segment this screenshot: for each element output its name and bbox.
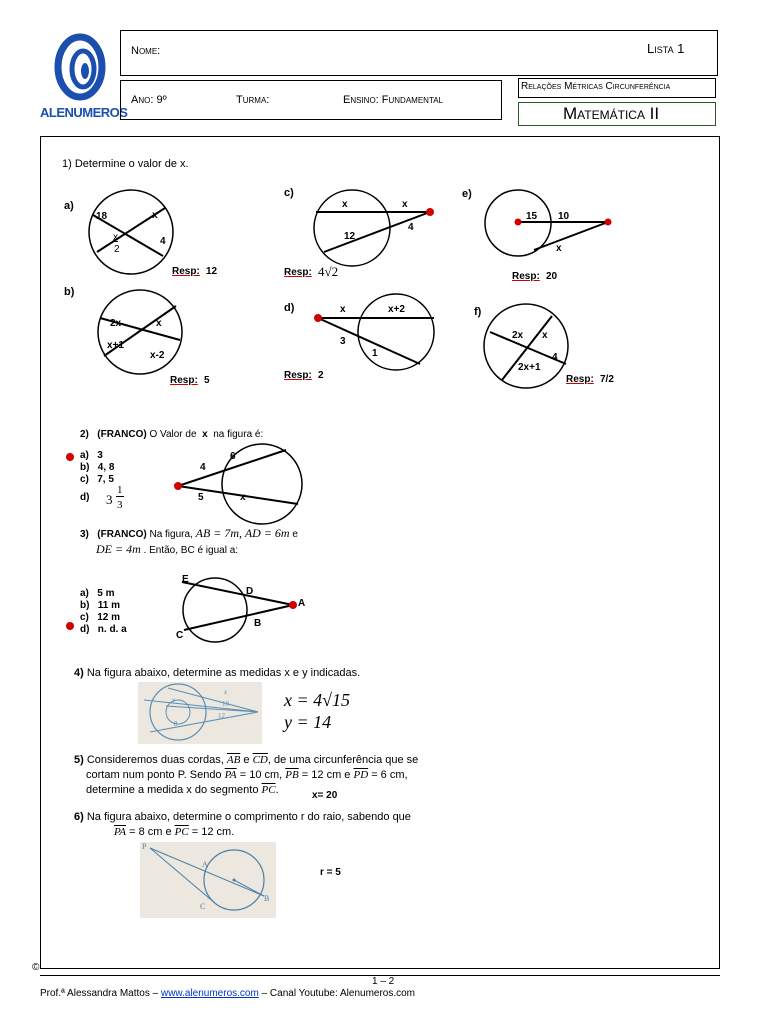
q3-figure (170, 580, 300, 650)
q2-text2: na figura é: (213, 429, 264, 440)
q2-option-d-num: 1 (117, 484, 123, 496)
name-label: Nome: (131, 45, 161, 57)
q4-fig-y: y (172, 696, 176, 704)
q5-ab: $\overline{AB}$ (226, 754, 241, 766)
logo-spiral-icon (38, 25, 122, 115)
q4-statement (74, 667, 360, 679)
q3-text2: e (292, 529, 298, 540)
footer-channel: – Canal Youtube: Alenumeros.com (261, 988, 416, 999)
q5-line1: 5) Consideremos duas cordas, $\overline{AB}$ e $\overline{CD}$, de uma circunferência que se (74, 754, 419, 766)
q3-fig-a: A (298, 598, 306, 609)
q1-a-l4: 4 (160, 236, 166, 247)
q1-c-label: c) (284, 187, 294, 199)
copyright-icon: © (32, 962, 40, 973)
q1-b-l4: x-2 (150, 350, 165, 361)
q2-source: (FRANCO) (97, 429, 147, 440)
q2-fig-l3: 5 (198, 492, 204, 503)
subject-label: Matemática II (563, 104, 660, 123)
q1-d-label: d) (284, 302, 295, 314)
q6-line1: 6) Na figura abaixo, determine o comprimento r do raio, sabendo que (74, 811, 411, 823)
q1-c-l3: 12 (344, 231, 356, 242)
q3-fig-e: E (182, 574, 189, 585)
q1-e-l2: 10 (558, 211, 570, 222)
info-field[interactable] (120, 80, 502, 120)
q1-d-answer: 2 (318, 370, 324, 381)
q1-b-l3: x+1 (107, 340, 124, 351)
q1-b-l2: x (156, 318, 162, 329)
q3-option-a[interactable]: a) 5 m (80, 588, 115, 599)
q5-pb: $\overline{PB}$ (285, 769, 299, 781)
q5-pd: $\overline{PD}$ (353, 769, 369, 781)
q4-answer-x: x = 4√15 (284, 690, 351, 710)
q4-fig-12: 12 (218, 712, 225, 720)
q1-e-answer: 20 (546, 271, 558, 282)
q5-cd: $\overline{CD}$ (252, 754, 268, 766)
q1-c-l4: 4 (408, 222, 414, 233)
q1-a-l2: x (152, 210, 158, 221)
q2-fig-l4: x (240, 492, 246, 503)
q5-line2: cortam num ponto P. Sendo $\overline{PA} = 10$ cm, $\overline{PB} = 12$ cm e $\overline{PD} = 6$ cm, (86, 769, 408, 781)
logo (38, 25, 128, 125)
q1-f-answer: 7/2 (600, 374, 614, 385)
q4-num: 4) (74, 667, 84, 679)
year-label: Ano: 9º (131, 94, 167, 106)
name-field[interactable] (120, 30, 718, 76)
q2-option-a[interactable]: a) 3 (80, 450, 103, 461)
q1-c-l1: x (342, 199, 348, 210)
q2-answer-marker (66, 453, 74, 461)
q1-e-l1: 15 (526, 211, 538, 222)
q3-given2: DE = 4m (96, 542, 141, 556)
q3-text3: . Então, BC é igual a: (143, 545, 239, 556)
q3-statement-line2 (96, 542, 238, 557)
q1-b-answer: 5 (204, 375, 210, 386)
q1-d-figure (312, 294, 442, 374)
q4-fig-10: 10 (222, 700, 229, 708)
q2-num: 2) (80, 429, 89, 440)
q2-var: x (202, 429, 208, 440)
q2-figure (172, 444, 312, 526)
q3-answer-marker (66, 622, 74, 630)
q2-text1: O Valor de (149, 429, 197, 440)
q6-fig-p: P (142, 842, 147, 851)
q1-f-l4: 2x+1 (518, 362, 541, 373)
q3-option-c[interactable]: c) 12 m (80, 612, 121, 623)
q1-e-answer-label: Resp: (512, 271, 540, 282)
q1-c-answer: 4√2 (318, 264, 339, 279)
q4-figure (138, 682, 262, 744)
q1-d-answer-label: Resp: (284, 370, 312, 381)
q3-num: 3) (80, 529, 89, 540)
q1-c-answer-label: Resp: (284, 267, 312, 278)
q1-d-l2: x+2 (388, 304, 405, 315)
q4-fig-8: 8 (174, 720, 178, 728)
q3-options (80, 588, 127, 636)
q1-a-label: a) (64, 200, 74, 212)
q3-statement (80, 526, 298, 541)
q1-f-l3: 4 (552, 352, 558, 363)
q1-f-figure (484, 304, 574, 390)
q1-a-l3-num: x (113, 232, 118, 243)
class-label: Turma: (236, 94, 270, 106)
q1-b-figure (92, 290, 202, 380)
q4-answer-y: y = 14 (284, 712, 332, 732)
q6-fig-c: C (200, 902, 206, 911)
q4-text: Na figura abaixo, determine as medidas x e y indicadas. (86, 667, 361, 679)
topic-box (518, 78, 716, 98)
q6-pc: $\overline{PC}$ (174, 826, 189, 838)
q1-f-label: f) (474, 306, 482, 318)
subject-box (518, 102, 716, 126)
q3-option-b[interactable]: b) 11 m (80, 600, 121, 611)
q1-a-answer: 12 (206, 266, 218, 277)
q5-pc: $\overline{PC}$ (261, 784, 276, 796)
q5-line3: determine a medida x do segmento $\overline{PC}$. (86, 784, 279, 796)
q1-c-figure (310, 190, 440, 270)
q6-line2: $\overline{PA} = 8$ cm e $\overline{PC} = 12$ cm. (114, 826, 235, 838)
q2-option-b[interactable]: b) 4, 8 (80, 462, 115, 473)
q1-f-l1: 2x (512, 330, 524, 341)
q1-b-answer-label: Resp: (170, 375, 198, 386)
q6-answer: r = 5 (320, 867, 341, 878)
q6-figure-photo (140, 842, 276, 918)
q6-fig-b: B (264, 894, 270, 903)
level-label: Ensino: Fundamental (343, 94, 444, 106)
q1-f-answer-label: Resp: (566, 374, 594, 385)
footer-credits (40, 988, 415, 999)
q1-d-l4: 1 (372, 348, 378, 359)
q1-e-label: e) (462, 188, 472, 200)
q6-figure (140, 842, 276, 918)
q1-d-l1: x (340, 304, 346, 315)
q5-pa: $\overline{PA}$ (224, 769, 237, 781)
footer-site-link[interactable]: www.alenumeros.com (160, 988, 259, 999)
q2-option-d[interactable]: d) (80, 492, 90, 503)
q3-text1: Na figura, (149, 529, 193, 540)
page-number: 1 – 2 (372, 976, 395, 987)
q2-fig-l1: 6 (230, 451, 236, 462)
q3-fig-b: B (254, 618, 262, 629)
q2-statement (80, 429, 263, 440)
q3-fig-c: C (176, 630, 184, 641)
q1-a-l3-den: 2 (114, 244, 120, 255)
footer-author: Prof.ª Alessandra Mattos – (40, 988, 159, 999)
q4-figure-photo (138, 682, 262, 744)
q1-e-l3: x (556, 243, 562, 254)
q1-c-l2: x (402, 199, 408, 210)
q1-e-figure (478, 190, 618, 260)
q3-fig-d: D (246, 586, 254, 597)
q2-fig-l2: 4 (200, 462, 206, 473)
q1-a-l1: 18 (96, 211, 108, 222)
logo-text: ALENUMEROS (40, 105, 128, 120)
q2-option-d-den: 3 (117, 499, 123, 511)
q1-d-l3: 3 (340, 336, 346, 347)
q6-pa: $\overline{PA}$ (114, 826, 127, 838)
q1-a-answer-label: Resp: (172, 266, 200, 277)
q2-option-d-whole: 3 (106, 492, 113, 507)
q1-b-label: b) (64, 286, 75, 298)
q2-options (80, 450, 114, 486)
q4-fig-x: x (224, 688, 228, 696)
list-label: Lista 1 (647, 41, 685, 56)
q3-source: (FRANCO) (97, 529, 147, 540)
q3-given1: AB = 7m, AD = 6m (195, 526, 290, 540)
q2-option-c[interactable]: c) 7, 5 (80, 474, 114, 485)
q5-answer: x= 20 (312, 790, 338, 801)
q3-option-d[interactable]: d) n. d. a (80, 624, 127, 635)
q1-title: 1) Determine o valor de x. (62, 158, 189, 170)
q6-fig-a: A (202, 860, 208, 869)
topic-label: Relações Métricas Circunferência (521, 81, 671, 92)
q1-f-l2: x (542, 330, 548, 341)
q1-b-l1: 2x (110, 318, 122, 329)
